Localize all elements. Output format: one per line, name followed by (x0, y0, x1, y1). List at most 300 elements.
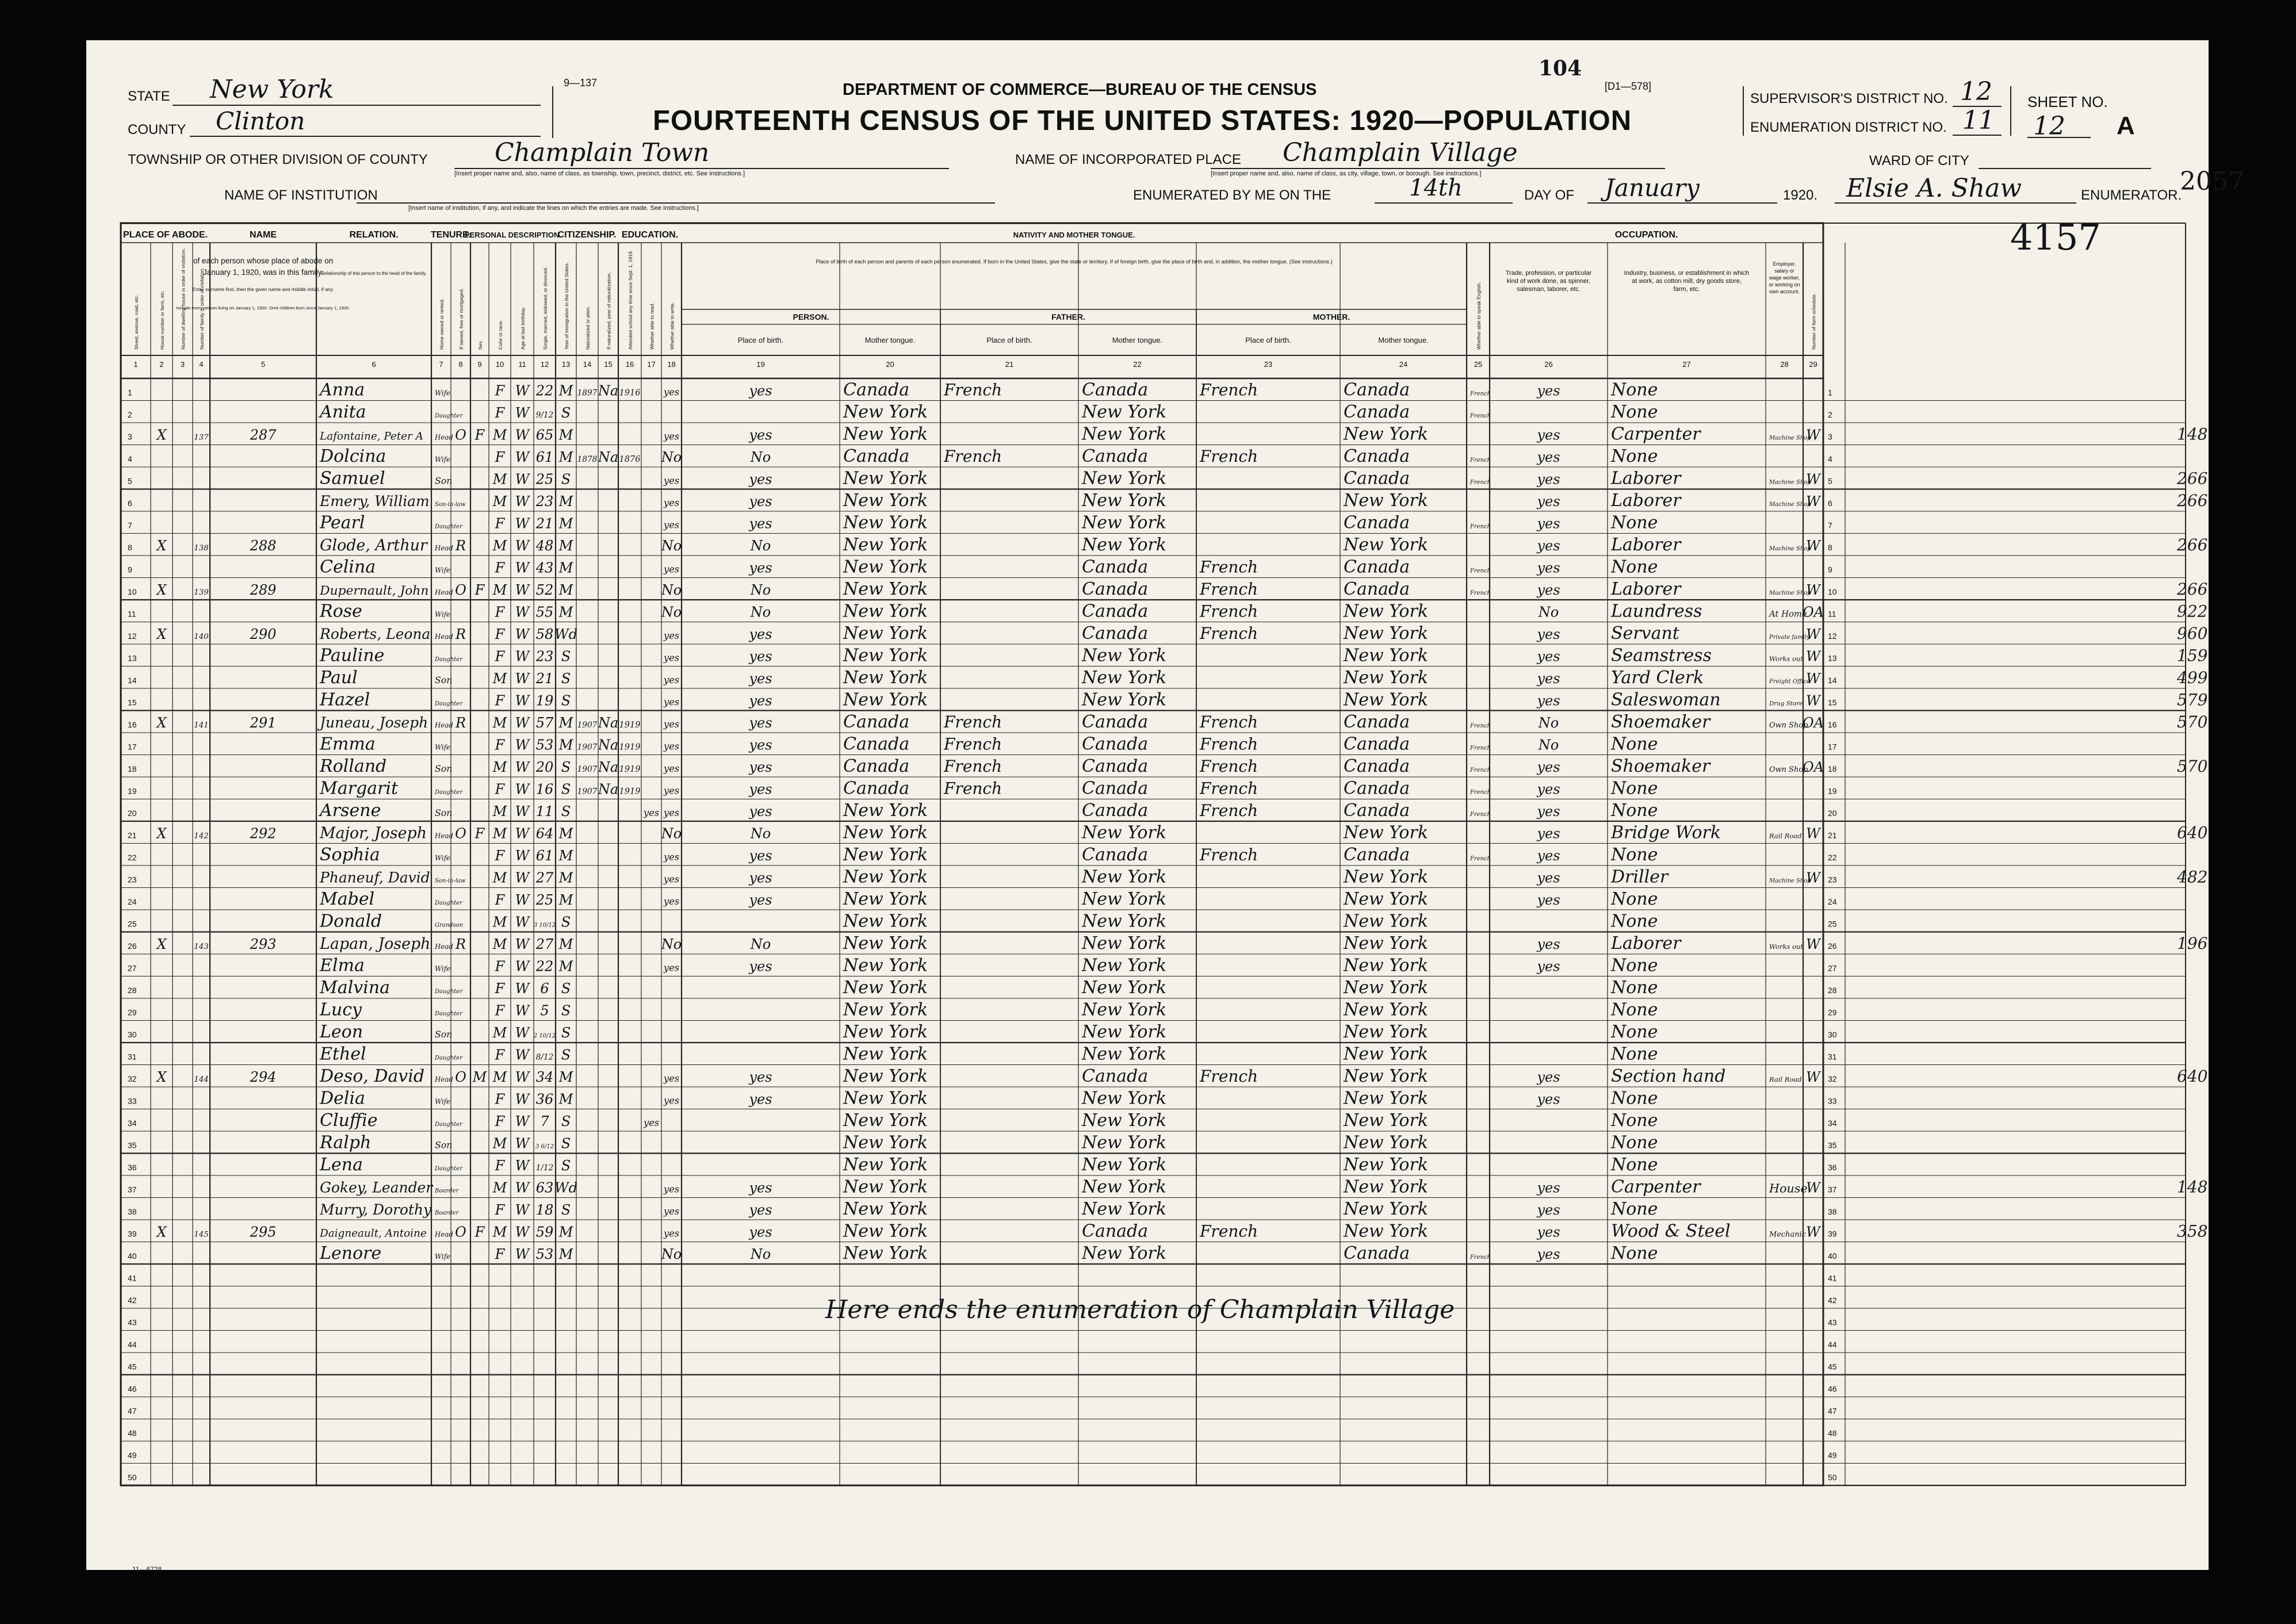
cell-name: Samuel (320, 468, 385, 489)
cell-pob: Canada (843, 446, 910, 466)
column-number: 23 (1264, 360, 1273, 369)
cell-ms: S (561, 671, 571, 687)
cell-sex: F (495, 1113, 505, 1129)
cell-rel: Daughter (435, 523, 462, 530)
cell-rel: Daughter (435, 989, 462, 995)
cell-mark: X (156, 538, 167, 554)
cell-occ: Shoemaker (1611, 712, 1710, 732)
cell-natyr: 1919 (619, 787, 641, 796)
line-number: 7 (1828, 520, 1832, 530)
cell-sex: M (492, 471, 507, 488)
cell-mpob: Canada (1344, 512, 1410, 533)
cell-rd: yes (663, 386, 680, 398)
cell-nat: Na (598, 737, 619, 753)
cell-race: W (515, 493, 530, 510)
cell-ms: M (558, 715, 573, 731)
margin-note: 922 (2177, 602, 2208, 621)
occupation-trade-header: salesman, laborer, etc. (1517, 286, 1581, 293)
cell-name: Lapan, Joseph (320, 935, 431, 953)
cell-age: 21 (535, 515, 554, 532)
cell-sex: M (492, 1135, 507, 1152)
rotated-column-header: Age at last birthday. (520, 307, 526, 350)
cell-eng: yes (1537, 626, 1560, 642)
cell-dw: 139 (194, 588, 209, 597)
cell-sex: M (492, 1069, 507, 1085)
cell-name: Gokey, Leander (320, 1179, 433, 1196)
cell-race: W (515, 626, 530, 642)
cell-ind: Drug Store (1769, 700, 1803, 707)
occupation-class-header: salary or (1774, 268, 1794, 274)
cell-mpob: Canada (1344, 845, 1410, 865)
cell-ms: S (561, 1025, 571, 1041)
cell-pob: New York (843, 978, 928, 998)
cell-eng: yes (1537, 1091, 1560, 1108)
cell-pob: New York (843, 601, 928, 622)
column-number: 5 (261, 360, 266, 369)
name-col-desc: Enter surname first, then the given name and middle initial, if any. (192, 286, 334, 292)
cell-rel: Wife (435, 1097, 451, 1106)
cell-mpob: Canada (1344, 380, 1410, 400)
cell-fmt: French (1200, 779, 1258, 798)
cell-fpob: New York (1082, 822, 1166, 843)
cell-mark: X (156, 427, 167, 443)
cell-eng: yes (1537, 692, 1560, 709)
line-number: 34 (1828, 1119, 1837, 1128)
cell-ms: S (561, 648, 571, 665)
rotated-column-header: Sex. (477, 339, 483, 350)
cell-mpob: New York (1344, 822, 1428, 843)
line-number: 6 (1828, 499, 1832, 508)
cell-age: 3 10/12 (533, 922, 556, 929)
column-group-label: OCCUPATION. (1614, 230, 1678, 240)
cell-mpob: New York (1344, 1132, 1428, 1153)
cell-dw: 141 (194, 721, 209, 730)
cell-name: Paul (320, 668, 358, 688)
cell-cls: W (1806, 538, 1820, 554)
cell-pob: New York (843, 668, 928, 688)
cell-mpob: New York (1344, 645, 1428, 666)
cell-name: Dupernault, John (320, 584, 429, 598)
cell-ms: S (561, 692, 571, 709)
cell-fpob: New York (1082, 402, 1166, 422)
cell-ms: M (558, 737, 573, 753)
cell-race: W (515, 737, 530, 753)
line-number: 42 (128, 1296, 137, 1305)
cell-own: R (455, 626, 466, 642)
county-label: COUNTY (128, 122, 186, 137)
line-number: 9 (1828, 565, 1832, 574)
cell-wr: yes (749, 715, 772, 731)
cell-rel: Head (435, 721, 453, 729)
cell-fam: 292 (250, 825, 277, 842)
enumeration-year: 1920. (1783, 187, 1818, 203)
line-number: 4 (1828, 454, 1832, 464)
margin-note: 579 (2177, 690, 2208, 710)
cell-fpob: Canada (1082, 734, 1149, 754)
cell-mmt: French (1470, 723, 1491, 729)
cell-sex: M (492, 759, 507, 775)
cell-rel: Son (435, 807, 453, 818)
cell-imm: 1907 (577, 721, 598, 730)
column-group-label: NATIVITY AND MOTHER TONGUE. (1013, 231, 1135, 239)
cell-sex: F (495, 781, 505, 798)
cell-race: W (515, 449, 530, 465)
cell-fpob: Canada (1082, 1221, 1149, 1242)
cell-pob: New York (843, 955, 928, 976)
cell-dw: 142 (194, 832, 209, 841)
line-number: 39 (128, 1229, 137, 1239)
column-number: 25 (1474, 360, 1483, 369)
cell-rd: yes (663, 874, 680, 885)
mother-tongue-header: Mother tongue. (1112, 336, 1163, 344)
cell-cls: W (1806, 471, 1820, 488)
cell-ms: S (561, 980, 571, 997)
margin-note: 266 (2177, 535, 2208, 554)
line-number: 45 (128, 1362, 137, 1372)
cell-age: 52 (535, 582, 554, 598)
cell-eng: yes (1537, 892, 1560, 908)
form-code: 9—137 (564, 77, 598, 89)
cell-eng: yes (1537, 1069, 1560, 1085)
cell-ms: Wd (554, 1179, 578, 1196)
cell-cls: W (1806, 1179, 1820, 1196)
cell-race: W (515, 892, 530, 908)
cell-ms: S (561, 1047, 571, 1063)
cell-rel: Daughter (435, 700, 462, 707)
rotated-column-header: Whether able to read. (649, 302, 655, 350)
cell-wr: No (750, 604, 771, 621)
cell-wr: No (750, 825, 771, 842)
cell-race: W (515, 759, 530, 775)
cell-fpob: New York (1082, 933, 1166, 953)
cell-age: 3 6/12 (535, 1143, 554, 1150)
line-number: 17 (128, 742, 137, 752)
line-number: 5 (128, 476, 132, 486)
cell-sex: F (495, 958, 505, 975)
cell-own: O (455, 582, 466, 598)
line-number: 11 (128, 609, 136, 619)
margin-note: 266 (2177, 469, 2208, 488)
cell-cls: W (1806, 825, 1820, 842)
enumerator-label: ENUMERATOR. (2081, 187, 2182, 203)
cell-age: 27 (535, 870, 554, 886)
cell-ms: M (558, 538, 573, 554)
cell-mark: X (156, 825, 167, 842)
line-number: 39 (1828, 1229, 1837, 1239)
county-value: Clinton (216, 107, 305, 135)
line-number: 25 (1828, 919, 1837, 929)
cell-wr: yes (749, 781, 772, 798)
cell-pob: Canada (843, 380, 910, 400)
cell-rel: Wife (435, 389, 451, 397)
nativity-col-desc: Place of birth of each person and parents of each person enumerated. If born in the United States, give the state or territory. If of foreign birth, give the place of birth and, in addition, the mother tongue. (See instructions.) (816, 259, 1333, 265)
cell-age: 58 (535, 626, 554, 642)
cell-pob: New York (843, 1243, 928, 1263)
cell-occ: None (1611, 955, 1658, 976)
cell-rel: Son (435, 1029, 453, 1040)
cell-own: O (455, 1069, 466, 1085)
line-number: 1 (1828, 388, 1832, 397)
column-number: 6 (372, 360, 376, 369)
cell-age: 6 (540, 980, 549, 997)
rotated-column-header: House number or farm, etc. (159, 290, 165, 350)
cell-ms: S (561, 405, 571, 421)
cell-own: R (455, 936, 466, 952)
cell-ind: Machine Shop (1769, 878, 1811, 884)
column-number: 14 (583, 360, 592, 369)
cell-fmt: French (1200, 580, 1258, 599)
cell-race: W (515, 1246, 530, 1262)
cell-cls: W (1806, 427, 1820, 443)
cell-sex: F (495, 1091, 505, 1108)
cell-name: Margarit (320, 778, 399, 799)
cell-race: W (515, 936, 530, 952)
cell-wr: yes (749, 648, 772, 665)
cell-sex: F (495, 604, 505, 621)
cell-dw: 144 (194, 1075, 209, 1084)
cell-wr: yes (749, 1179, 772, 1196)
cell-rel: Son-in-law (435, 501, 466, 508)
cell-rd: yes (663, 519, 680, 531)
line-number: 30 (1828, 1030, 1837, 1039)
cell-cls: W (1806, 870, 1820, 886)
cell-rel: Daughter (435, 413, 462, 419)
cell-fpob: Canada (1082, 579, 1149, 599)
cell-name: Deso, David (320, 1066, 425, 1086)
cell-rd: yes (663, 431, 680, 442)
cell-race: W (515, 1202, 530, 1218)
cell-name: Ralph (320, 1132, 372, 1153)
cell-mmt: French (1470, 523, 1491, 530)
cell-nat: Na (598, 715, 619, 731)
cell-sex: M (492, 1224, 507, 1240)
cell-age: 23 (535, 648, 554, 665)
cell-dw: 143 (194, 943, 209, 951)
cell-rd: yes (663, 1073, 680, 1084)
cell-name: Phaneuf, David (320, 869, 430, 886)
cell-mpob: New York (1344, 889, 1428, 909)
cell-rd: No (661, 936, 682, 952)
cell-name: Juneau, Joseph (320, 714, 428, 731)
cell-age: 19 (535, 692, 554, 709)
cell-rd: yes (663, 630, 680, 641)
cell-race: W (515, 825, 530, 842)
cell-fmt: French (1200, 757, 1258, 776)
cell-name: Celina (320, 557, 376, 577)
cell-mmt: French (1470, 413, 1491, 419)
cell-occ: None (1611, 1132, 1658, 1153)
cell-wr: No (750, 582, 771, 598)
line-number: 35 (1828, 1140, 1837, 1150)
line-number: 9 (128, 565, 132, 574)
cell-sex: F (495, 515, 505, 532)
cell-fpob: New York (1082, 512, 1166, 533)
column-number: 26 (1544, 360, 1553, 369)
cell-eng: yes (1537, 427, 1560, 443)
column-number: 2 (159, 360, 164, 369)
cell-fpob: New York (1082, 867, 1166, 887)
line-number: 29 (1828, 1008, 1837, 1017)
cell-eng: yes (1537, 803, 1560, 819)
name-col-desc: Include every person living on January 1, 1920. Omit children born since January 1, 1920. (176, 305, 350, 311)
cell-occ: Servant (1611, 623, 1679, 644)
line-number: 36 (1828, 1163, 1837, 1172)
cell-pob: New York (843, 999, 928, 1020)
cell-rd: yes (663, 1206, 680, 1217)
cell-rel: Son (435, 475, 453, 487)
cell-rel: Head (435, 1075, 453, 1083)
cell-wr: yes (749, 1069, 772, 1085)
cell-rel: Son (435, 763, 453, 774)
cell-name: Mabel (320, 889, 375, 909)
cell-rel: Head (435, 832, 453, 840)
line-number: 46 (128, 1384, 137, 1393)
cell-fmt: French (1200, 602, 1258, 621)
cell-mpob: New York (1344, 1066, 1428, 1086)
cell-rel: Daughter (435, 1055, 462, 1062)
cell-sex: F (495, 1202, 505, 1218)
sheet-letter: A (2117, 112, 2135, 140)
cell-imm: 1878 (577, 455, 598, 464)
cell-age: 63 (535, 1179, 554, 1196)
cell-pob: New York (843, 1088, 928, 1109)
cell-race: W (515, 1113, 530, 1129)
cell-race: W (515, 715, 530, 731)
cell-eng: yes (1537, 1202, 1560, 1218)
cell-occ: Laborer (1611, 468, 1681, 489)
occupation-class-header: wage worker, (1769, 275, 1800, 281)
line-number: 14 (1828, 676, 1837, 685)
cell-name: Roberts, Leona (320, 626, 431, 642)
cell-mpob: Canada (1344, 557, 1410, 577)
cell-age: 61 (535, 449, 554, 465)
birth-place-header: Place of birth. (986, 336, 1032, 344)
cell-occ: None (1611, 446, 1658, 466)
cell-ms: M (558, 870, 573, 886)
cell-wr: yes (749, 671, 772, 687)
cell-rel: Wife (435, 743, 451, 752)
cell-rel: Wife (435, 854, 451, 862)
column-group-label: TENURE. (430, 230, 472, 240)
cell-wr: No (750, 936, 771, 952)
cell-rd: yes (663, 1095, 680, 1106)
cell-wr: yes (749, 870, 772, 886)
cell-eng: yes (1537, 958, 1560, 975)
cell-rd: No (661, 449, 682, 465)
cell-eng: yes (1537, 1179, 1560, 1196)
margin-note: 148 (2177, 1177, 2208, 1197)
cell-sex: M (492, 825, 507, 842)
cell-cls: W (1806, 582, 1820, 598)
cell-cls: W (1806, 1224, 1820, 1240)
cell-mt: French (944, 779, 1002, 798)
cell-occ: None (1611, 1110, 1658, 1131)
cell-fpob: New York (1082, 690, 1166, 710)
column-number: 8 (458, 360, 463, 369)
cell-fpob: New York (1082, 1243, 1166, 1263)
column-number: 17 (647, 360, 656, 369)
cell-race: W (515, 870, 530, 886)
cell-age: 53 (535, 1246, 554, 1262)
cell-rel: Head (435, 633, 453, 641)
cell-age: 20 (535, 759, 554, 775)
cell-rd: yes (663, 1228, 680, 1239)
cell-race: W (515, 980, 530, 997)
cell-rd: No (661, 538, 682, 554)
cell-eng: yes (1537, 848, 1560, 864)
enumeration-day: 14th (1409, 175, 1463, 201)
cell-mt: French (944, 447, 1002, 466)
cell-mark: X (156, 626, 167, 642)
line-number: 13 (128, 653, 137, 663)
cell-pob: New York (843, 1155, 928, 1175)
line-number: 46 (1828, 1384, 1837, 1393)
column-number: 22 (1133, 360, 1142, 369)
cell-rd: No (661, 582, 682, 598)
cell-name: Glode, Arthur (320, 537, 427, 554)
cell-eng: No (1538, 737, 1559, 753)
line-number: 43 (128, 1317, 137, 1327)
cell-name: Pearl (320, 512, 365, 533)
mother-tongue-header: Mother tongue. (1378, 336, 1429, 344)
cell-sex: F (495, 1002, 505, 1019)
cell-fam: 289 (250, 582, 277, 598)
cell-ms: S (561, 1113, 571, 1129)
cell-own: R (455, 715, 466, 731)
column-number: 12 (540, 360, 549, 369)
cell-age: 59 (535, 1224, 554, 1240)
cell-wr: No (750, 538, 771, 554)
cell-fpob: New York (1082, 491, 1166, 511)
cell-cls: OA (1802, 715, 1824, 731)
cell-race: W (515, 560, 530, 576)
cell-age: 27 (535, 936, 554, 952)
cell-fam: 290 (250, 626, 277, 642)
cell-nat: Na (598, 759, 619, 775)
cell-race: W (515, 1158, 530, 1174)
line-number: 41 (128, 1273, 137, 1283)
cell-race: W (515, 1091, 530, 1108)
line-number: 3 (1828, 432, 1832, 442)
cell-race: W (515, 604, 530, 621)
cell-mpob: Canada (1344, 579, 1410, 599)
cell-race: W (515, 1025, 530, 1041)
cell-fpob: New York (1082, 955, 1166, 976)
cell-fpob: Canada (1082, 557, 1149, 577)
line-number: 49 (128, 1450, 137, 1460)
cell-rd: yes (663, 807, 680, 818)
column-number: 20 (886, 360, 894, 369)
cell-rd: yes (663, 785, 680, 796)
cell-ms: S (561, 759, 571, 775)
cell-age: 2 10/12 (533, 1033, 556, 1039)
cell-sex: M (492, 914, 507, 930)
cell-fmt: French (1200, 1221, 1258, 1241)
cell-occ: None (1611, 557, 1658, 577)
cell-occ: None (1611, 1199, 1658, 1219)
cell-age: 64 (535, 825, 554, 842)
cell-own: R (455, 538, 466, 554)
cell-wr: yes (749, 515, 772, 532)
cell-occ: None (1611, 999, 1658, 1020)
cell-mpob: New York (1344, 1022, 1428, 1042)
cell-rd: yes (663, 475, 680, 487)
cell-rd: yes (663, 1183, 680, 1195)
cell-pob: New York (843, 468, 928, 489)
mother-tongue-header: Mother tongue. (864, 336, 916, 344)
cell-mpob: Canada (1344, 1243, 1410, 1263)
cell-name: Donald (320, 911, 382, 932)
